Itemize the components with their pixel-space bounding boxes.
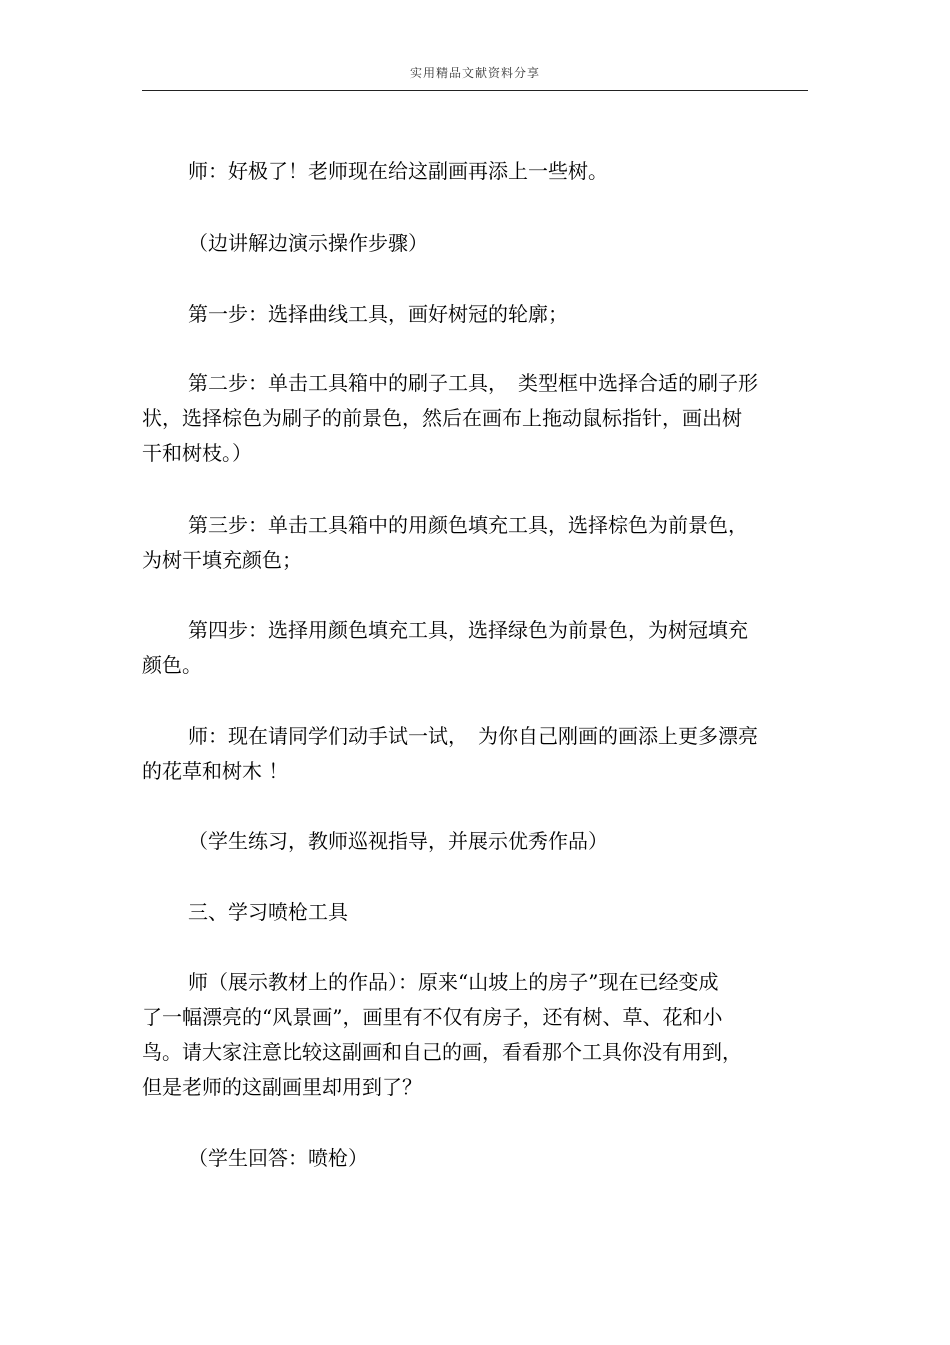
paragraph-line: 鸟。请大家注意比较这副画和自己的画，看看那个工具你没有用到， — [142, 1040, 742, 1064]
header-divider — [142, 90, 808, 91]
paragraph-line: 但是老师的这副画里却用到了？ — [142, 1075, 422, 1099]
paragraph-7 — [142, 719, 782, 789]
paragraph-5 — [142, 508, 782, 578]
paragraph-line: 了一幅漂亮的“风景画”，画里有不仅有房子，还有树、草、花和小 — [142, 1005, 723, 1029]
paragraph-6 — [142, 613, 782, 683]
paragraph-4 — [142, 366, 782, 471]
page-header: 实用精品文献资料分享 — [409, 66, 540, 80]
paragraph-line: （学生练习，教师巡视指导，并展示优秀作品） — [188, 829, 608, 853]
paragraph-line: 三、学习喷枪工具 — [188, 900, 348, 924]
paragraph-1 — [142, 154, 782, 189]
paragraph-line: 为树干填充颜色； — [142, 548, 302, 572]
paragraph-line: 干和树枝。） — [142, 441, 252, 465]
paragraph-line: 状，选择棕色为刷子的前景色，然后在画布上拖动鼠标指针，画出树 — [142, 406, 742, 430]
paragraph-10 — [142, 965, 782, 1105]
paragraph-line: 第三步：单击工具箱中的用颜色填充工具，选择棕色为前景色， — [188, 513, 748, 537]
paragraph-line: 的花草和树木 ！ — [142, 759, 289, 783]
section-heading — [142, 895, 782, 930]
paragraph-8 — [142, 824, 782, 859]
paragraph-line: 第一步：选择曲线工具，画好树冠的轮廓； — [188, 302, 568, 326]
paragraph-2 — [142, 226, 782, 261]
paragraph-3 — [142, 297, 782, 332]
paragraph-line: 颜色。 — [142, 653, 202, 677]
paragraph-line: 师：好极了！老师现在给这副画再添上一些树。 — [188, 159, 608, 183]
paragraph-line: 第二步：单击工具箱中的刷子工具， 类型框中选择合适的刷子形 — [188, 371, 758, 395]
paragraph-line: 师（展示教材上的作品）：原来“山坡上的房子”现在已经变成 — [188, 970, 719, 994]
paragraph-line: （边讲解边演示操作步骤） — [188, 231, 428, 255]
paragraph-line: 师：现在请同学们动手试一试， 为你自己刚画的画添上更多漂亮 — [188, 724, 758, 748]
paragraph-line: 第四步：选择用颜色填充工具，选择绿色为前景色，为树冠填充 — [188, 618, 748, 642]
paragraph-11 — [142, 1141, 782, 1176]
paragraph-line: （学生回答：喷枪） — [188, 1146, 368, 1170]
